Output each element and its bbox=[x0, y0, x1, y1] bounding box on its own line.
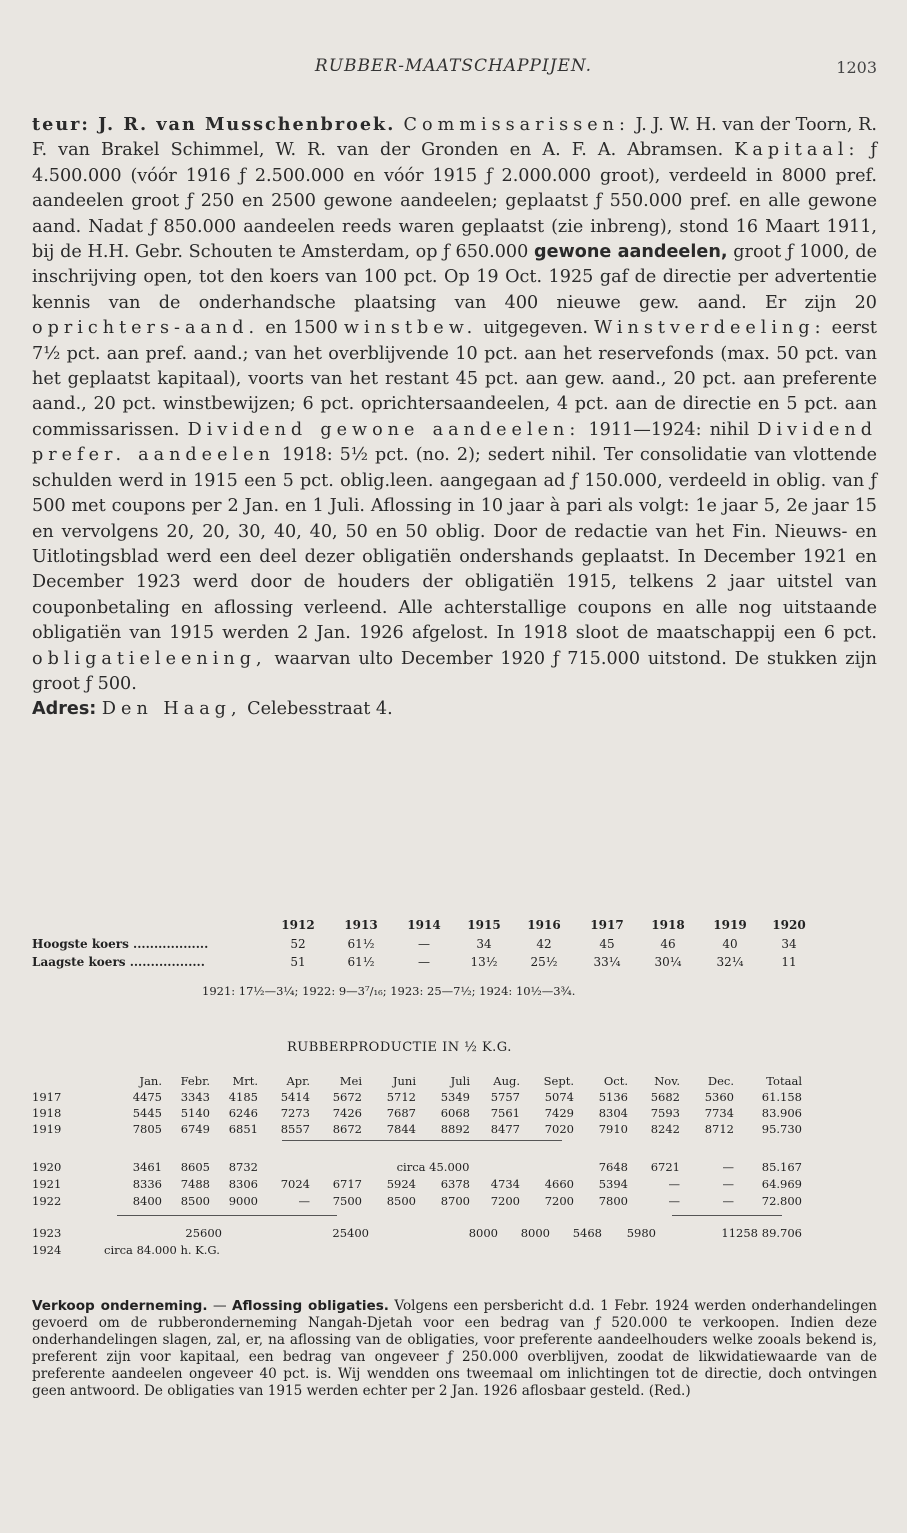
table-cell: — bbox=[722, 1160, 734, 1174]
koers-cell: 46 bbox=[660, 937, 676, 951]
table-cell: 64.969 bbox=[761, 1177, 802, 1191]
table-cell: 8732 bbox=[228, 1160, 258, 1174]
koers-row-label: Hoogste koers .................. bbox=[32, 937, 209, 951]
table-cell: — bbox=[298, 1194, 310, 1208]
month-header: Juli bbox=[450, 1074, 470, 1088]
month-header: Juni bbox=[392, 1074, 416, 1088]
table-cell: 6378 bbox=[440, 1177, 470, 1191]
koers-row-laagste bbox=[32, 955, 877, 972]
gewone-aandeelen-label: gewone aandeelen, bbox=[534, 242, 728, 263]
table-cell: 8000 bbox=[520, 1226, 550, 1240]
table-row bbox=[32, 1160, 877, 1175]
verkoop-label: Verkoop onderneming. bbox=[32, 1298, 208, 1314]
koers-year: 1915 bbox=[467, 918, 501, 932]
row-year: 1922 bbox=[32, 1194, 62, 1208]
table-cell: 7561 bbox=[490, 1106, 520, 1120]
koers-year: 1917 bbox=[590, 918, 624, 932]
table-cell: 25600 bbox=[185, 1226, 222, 1240]
winstverdeeling-label: Winstverdeeling: bbox=[594, 318, 826, 339]
row-year: 1921 bbox=[32, 1177, 62, 1191]
table-cell: 5394 bbox=[598, 1177, 628, 1191]
table-cell: 8304 bbox=[598, 1106, 628, 1120]
month-header: Mrt. bbox=[232, 1074, 258, 1088]
koers-cell: 61½ bbox=[347, 937, 375, 951]
koers-year: 1914 bbox=[407, 918, 441, 932]
table-cell: 7734 bbox=[704, 1106, 734, 1120]
table-cell: 8500 bbox=[386, 1194, 416, 1208]
table-cell: 7800 bbox=[598, 1194, 628, 1208]
page-number: 1203 bbox=[836, 58, 877, 77]
table-cell: 8605 bbox=[180, 1160, 210, 1174]
row-year: 1924 bbox=[32, 1243, 62, 1257]
table-cell: 6246 bbox=[228, 1106, 258, 1120]
brace-line bbox=[117, 1215, 337, 1216]
koers-cell: 30¼ bbox=[654, 955, 682, 969]
winstbew-label: winstbew. bbox=[343, 318, 478, 339]
koers-cell: 40 bbox=[722, 937, 738, 951]
table-cell: 5468 bbox=[572, 1226, 602, 1240]
table-cell: 8700 bbox=[440, 1194, 470, 1208]
row-year: 1918 bbox=[32, 1106, 62, 1120]
table-cell: 7200 bbox=[544, 1194, 574, 1208]
table-cell: 5445 bbox=[132, 1106, 162, 1120]
table-cell: 6721 bbox=[650, 1160, 680, 1174]
table-cell: 11258 bbox=[721, 1226, 758, 1240]
table-cell: — bbox=[722, 1194, 734, 1208]
text-run: 1918: 5½ pct. (no. 2); sedert nihil. Ter consolidatie van vlottende schulden werd in 1915 een 5 pct. oblig.leen. aangegaan ad ƒ 150.000, verdeeld in oblig. van ƒ 500 met coupons per 2 Jan. en 1 Juli. Aflossing in 10 jaar à pari als volgt: 1e jaar 5, 2e jaar 15 en vervolgens 20, 20, 30, 40, 40, 50 en 50 oblig. Door de redactie van het Fin. Nieuws- en Uitlotingsblad werd een deel dezer obligatiën ondershands geplaatst. In December 1921 en December 1923 werd door de houders der obligatiën 1915, telkens 2 jaar uitstel van couponbetaling en aflossing verleend. Alle achterstallige coupons en alle nog uitstaande obligatiën van 1915 werden 2 Jan. 1926 afgelost. In 1918 sloot de maatschappij een 6 pct. bbox=[32, 445, 878, 644]
table-cell: 7024 bbox=[280, 1177, 310, 1191]
table-row bbox=[32, 1090, 877, 1105]
table-cell: 3343 bbox=[180, 1090, 210, 1104]
table-cell: 7488 bbox=[180, 1177, 210, 1191]
table-cell: 6068 bbox=[440, 1106, 470, 1120]
koers-cell: 52 bbox=[290, 937, 306, 951]
table-cell: 61.158 bbox=[761, 1090, 802, 1104]
adres-city: Den Haag, bbox=[101, 699, 242, 720]
month-header: Sept. bbox=[543, 1074, 574, 1088]
text-run: eerst 7½ pct. aan pref. aand.; van het overblijvende 10 pct. aan het reservefonds (max. 50 pct. van het geplaatst kapitaal), voorts van het restant 45 pct. aan gew. aand., 20 pct. aan preferente aand., 20 pct. winstbewijzen; 6 pct. oprichtersaandeelen, 4 pct. aan de directie en 5 pct. aan commissarissen. bbox=[32, 318, 878, 440]
table-cell: 7910 bbox=[598, 1122, 628, 1136]
table-cell: 4734 bbox=[490, 1177, 520, 1191]
table-cell: — bbox=[668, 1194, 680, 1208]
month-header-row bbox=[32, 1074, 877, 1089]
table-cell: 6717 bbox=[332, 1177, 362, 1191]
obligatieleening-label: obligatieleening, bbox=[32, 648, 267, 669]
table-cell: 7687 bbox=[386, 1106, 416, 1120]
table-cell: 7805 bbox=[132, 1122, 162, 1136]
table-cell: 7844 bbox=[386, 1122, 416, 1136]
dash: — bbox=[207, 1298, 233, 1314]
table-cell: 7500 bbox=[332, 1194, 362, 1208]
koers-row-hoogste bbox=[32, 937, 877, 954]
table-cell: circa 45.000 bbox=[396, 1160, 470, 1174]
koers-cell: 11 bbox=[781, 955, 797, 969]
table-cell: 7200 bbox=[490, 1194, 520, 1208]
dividend-prefer-label: Dividend prefer. aandeelen bbox=[32, 419, 877, 466]
table-cell: 4185 bbox=[228, 1090, 258, 1104]
table-cell: 8242 bbox=[650, 1122, 680, 1136]
table-cell: 8892 bbox=[440, 1122, 470, 1136]
table-cell: 5672 bbox=[332, 1090, 362, 1104]
table-cell: 72.800 bbox=[761, 1194, 802, 1208]
koers-table bbox=[32, 918, 877, 998]
aflossing-label: Aflossing obligaties. bbox=[232, 1298, 389, 1314]
company-description bbox=[32, 112, 877, 723]
koers-cell: 33¼ bbox=[593, 955, 621, 969]
text-run: waarvan ulto December 1920 ƒ 715.000 uitstond. De stukken zijn groot ƒ 500. bbox=[32, 648, 877, 694]
table-cell: 7426 bbox=[332, 1106, 362, 1120]
commissarissen-label: Commissarissen: bbox=[403, 115, 630, 135]
koers-row-label: Laagste koers .................. bbox=[32, 955, 205, 969]
table-cell: 5682 bbox=[650, 1090, 680, 1104]
table-cell: 5349 bbox=[440, 1090, 470, 1104]
koers-year: 1920 bbox=[772, 918, 806, 932]
dividend-gewone-label: Dividend gewone aandeelen: bbox=[187, 419, 581, 440]
main-paragraph bbox=[32, 112, 877, 697]
table-cell: 5712 bbox=[386, 1090, 416, 1104]
koers-cell: 42 bbox=[536, 937, 552, 951]
table-cell: circa 84.000 h. K.G. bbox=[104, 1243, 220, 1257]
table-row bbox=[32, 1194, 877, 1209]
text-run: teur: J. R. van Musschenbroek. bbox=[32, 114, 404, 135]
oprichters-label: oprichters-aand. bbox=[32, 318, 260, 339]
month-header: Oct. bbox=[603, 1074, 628, 1088]
month-header: Dec. bbox=[707, 1074, 734, 1088]
brace-line bbox=[282, 1140, 562, 1141]
koers-year: 1912 bbox=[281, 918, 315, 932]
table-cell: 7648 bbox=[598, 1160, 628, 1174]
table-cell: 5140 bbox=[180, 1106, 210, 1120]
table-cell: 5924 bbox=[386, 1177, 416, 1191]
text-run: uitgegeven. bbox=[477, 318, 595, 339]
month-header: Febr. bbox=[180, 1074, 210, 1088]
text-run: en 1500 bbox=[259, 318, 344, 339]
table-cell: 95.730 bbox=[761, 1122, 802, 1136]
koers-year: 1913 bbox=[344, 918, 378, 932]
table-cell: 7020 bbox=[544, 1122, 574, 1136]
table-cell: 8712 bbox=[704, 1122, 734, 1136]
koers-cell: — bbox=[418, 955, 430, 969]
table-row bbox=[32, 1226, 877, 1241]
table-cell: 8400 bbox=[132, 1194, 162, 1208]
table-row bbox=[32, 1177, 877, 1192]
verkoop-paragraph bbox=[32, 1298, 877, 1401]
koers-footnote: 1921: 17½—3¼; 1922: 9—3⁷/₁₆; 1923: 25—7½; 1924: 10½—3¾. bbox=[202, 984, 576, 998]
text-run: 1911—1924: nihil bbox=[580, 419, 758, 440]
koers-year: 1916 bbox=[527, 918, 561, 932]
text-run: groot ƒ 1000, de inschrijving open, tot den koers van 100 pct. Op 19 Oct. 1925 gaf de directie per advertentie kennis van de onderhandsche plaatsing van 400 nieuwe gew. aand. Er zijn 20 bbox=[32, 242, 877, 313]
koers-cell: 34 bbox=[476, 937, 492, 951]
table-cell: 8500 bbox=[180, 1194, 210, 1208]
koers-cell: 45 bbox=[599, 937, 615, 951]
month-header: Totaal bbox=[766, 1074, 802, 1088]
table-cell: 7429 bbox=[544, 1106, 574, 1120]
brace-line bbox=[672, 1215, 782, 1216]
table-cell: 8000 bbox=[468, 1226, 498, 1240]
koers-cell: 25½ bbox=[530, 955, 558, 969]
table-cell: 5980 bbox=[626, 1226, 656, 1240]
koers-cell: 32¼ bbox=[716, 955, 744, 969]
table-cell: 6749 bbox=[180, 1122, 210, 1136]
month-header: Nov. bbox=[654, 1074, 680, 1088]
row-year: 1923 bbox=[32, 1226, 62, 1240]
address-line bbox=[32, 697, 877, 722]
running-header-title: RUBBER-MAATSCHAPPIJEN. bbox=[314, 56, 593, 76]
table-cell: 5136 bbox=[598, 1090, 628, 1104]
table-cell: 8557 bbox=[280, 1122, 310, 1136]
koers-cell: — bbox=[418, 937, 430, 951]
month-header: Apr. bbox=[286, 1074, 310, 1088]
month-header: Aug. bbox=[493, 1074, 520, 1088]
koers-year: 1918 bbox=[651, 918, 685, 932]
table-cell: 5074 bbox=[544, 1090, 574, 1104]
table-cell: 5414 bbox=[280, 1090, 310, 1104]
table-cell: 25400 bbox=[332, 1226, 369, 1240]
month-header: Mei bbox=[339, 1074, 362, 1088]
table-cell: 3461 bbox=[132, 1160, 162, 1174]
month-header: Jan. bbox=[139, 1074, 162, 1088]
verkoop-text: Volgens een persbericht d.d. 1 Febr. 1924 werden onderhandelingen gevoerd om de rubberonderneming Nangah-Djetah voor een bedrag van ƒ 520.000 te verkoopen. Indien deze onderhandelingen slagen, zal, er, na aflossing van de obligaties, voor preferente aandeelhouders welke zooals bekend is, preferent zijn voor kapitaal, een bedrag van ongeveer ƒ 250.000 overblijven, zoodat de likwidatiewaarde van de preferente aandeelen ongeveer 40 pct. is. Wij wendden ons tweemaal om inlichtingen tot de directie, doch ontvingen geen antwoord. De obligaties van 1915 werden echter per 2 Jan. 1926 aflosbaar gesteld. (Red.) bbox=[32, 1298, 878, 1400]
text-run: J. J. W. H. van der Toorn, R. F. van Brakel Schimmel, W. R. van der Gronden en A. F. A. Abramsen. bbox=[32, 115, 877, 161]
text-run: ƒ 4.500.000 (vóór 1916 ƒ 2.500.000 en vóór 1915 ƒ 2.000.000 groot), verdeeld in 8000 pref. aandeelen groot ƒ 250 en 2500 gewone aandeelen; geplaatst ƒ 550.000 pref. en alle gewone aand. Nadat ƒ 850.000 aandeelen reeds waren geplaatst (zie inbreng), stond 16 Maart 1911, bij de H.H. Gebr. Schouten te Amsterdam, op ƒ 650.000 bbox=[32, 140, 877, 263]
table-cell: — bbox=[722, 1177, 734, 1191]
koers-year: 1919 bbox=[713, 918, 747, 932]
table-row bbox=[32, 1243, 877, 1258]
table-cell: 8477 bbox=[490, 1122, 520, 1136]
adres-label: Adres: bbox=[32, 699, 97, 720]
table-cell: 83.906 bbox=[761, 1106, 802, 1120]
table-cell: 8672 bbox=[332, 1122, 362, 1136]
table-row bbox=[32, 1106, 877, 1121]
table-cell: 89.706 bbox=[761, 1226, 802, 1240]
row-year: 1919 bbox=[32, 1122, 62, 1136]
koers-cell: 13½ bbox=[470, 955, 498, 969]
table-cell: 4475 bbox=[132, 1090, 162, 1104]
kapitaal-label: Kapitaal: bbox=[734, 140, 860, 161]
rubber-table-title: RUBBERPRODUCTIE IN ½ K.G. bbox=[287, 1040, 512, 1055]
koers-cell: 51 bbox=[290, 955, 306, 969]
table-cell: 9000 bbox=[228, 1194, 258, 1208]
table-cell: — bbox=[668, 1177, 680, 1191]
table-cell: 8306 bbox=[228, 1177, 258, 1191]
koers-header-row bbox=[32, 918, 877, 935]
koers-cell: 61½ bbox=[347, 955, 375, 969]
koers-cell: 34 bbox=[781, 937, 797, 951]
row-year: 1920 bbox=[32, 1160, 62, 1174]
row-year: 1917 bbox=[32, 1090, 62, 1104]
table-cell: 5757 bbox=[490, 1090, 520, 1104]
table-cell: 5360 bbox=[704, 1090, 734, 1104]
adres-street: Celebesstraat 4. bbox=[241, 699, 393, 720]
table-cell: 7593 bbox=[650, 1106, 680, 1120]
table-cell: 85.167 bbox=[761, 1160, 802, 1174]
table-cell: 7273 bbox=[280, 1106, 310, 1120]
table-cell: 8336 bbox=[132, 1177, 162, 1191]
table-cell: 6851 bbox=[228, 1122, 258, 1136]
table-cell: 4660 bbox=[544, 1177, 574, 1191]
table-row bbox=[32, 1122, 877, 1137]
